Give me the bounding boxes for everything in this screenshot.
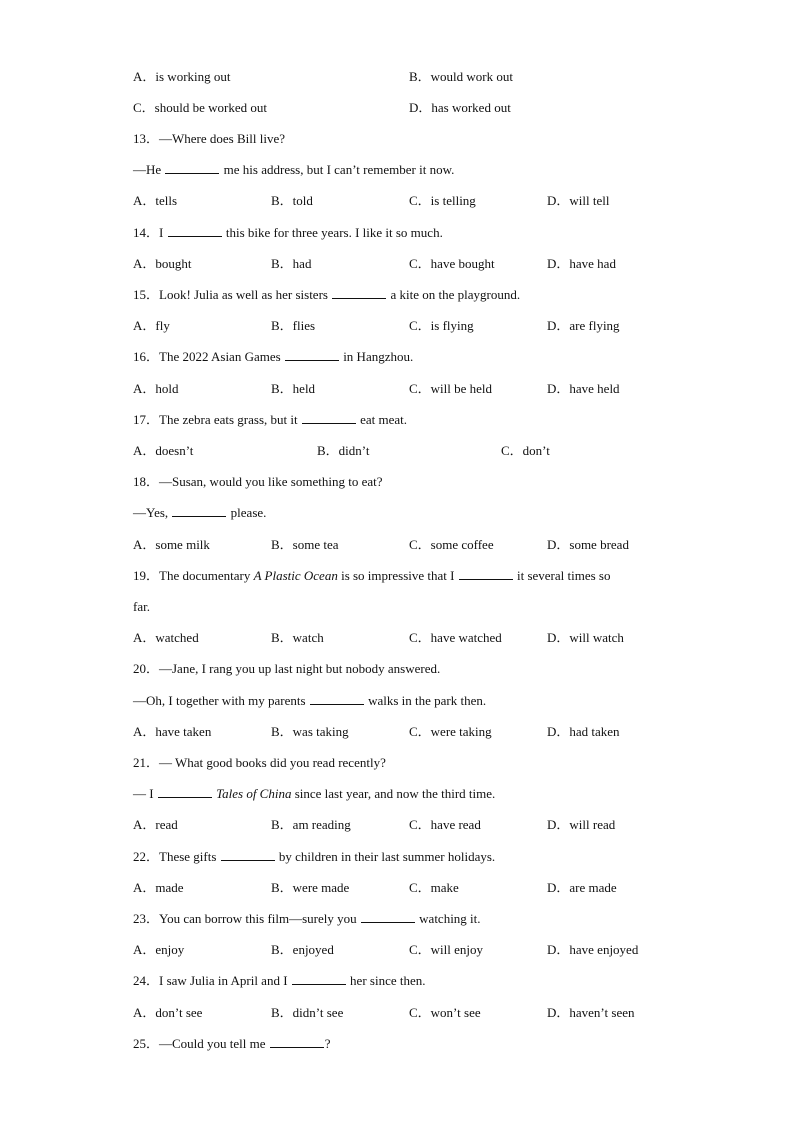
q19-option-a: A．watched (133, 630, 199, 645)
q19-option-c: C．have watched (409, 630, 502, 645)
q23-option-c: C．will enjoy (409, 942, 484, 957)
q21-option-d: D．will read (547, 817, 616, 832)
q17-option-c: C．don’t (501, 443, 550, 458)
q18-stem: 18．—Susan, would you like something to eat? (133, 474, 383, 489)
q21-reply: — I Tales of China since last year, and now the third time. (133, 786, 496, 801)
answer-blank (172, 505, 226, 517)
q14-option-a: A．bought (133, 256, 192, 271)
q12-option-a: A．is working out (133, 69, 231, 84)
q14-option-c: C．have bought (409, 256, 495, 271)
q23-option-d: D．have enjoyed (547, 942, 639, 957)
answer-blank (270, 1036, 324, 1048)
q23-option-b: B．enjoyed (271, 942, 334, 957)
q13-option-a: A．tells (133, 193, 178, 208)
q20-reply: —Oh, I together with my parents walks in the park then. (133, 693, 487, 708)
q13-option-b: B．told (271, 193, 313, 208)
q18-option-d: D．some bread (547, 537, 629, 552)
q17-stem: 17．The zebra eats grass, but it eat meat. (133, 412, 408, 427)
q15-option-d: D．are flying (547, 318, 620, 333)
q16-option-d: D．have held (547, 381, 620, 396)
answer-blank (165, 162, 219, 174)
answer-blank (158, 786, 212, 798)
q21-option-a: A．read (133, 817, 178, 832)
q19-option-d: D．will watch (547, 630, 624, 645)
q15-option-c: C．is flying (409, 318, 474, 333)
q22-option-d: D．are made (547, 880, 617, 895)
q15-option-b: B．flies (271, 318, 316, 333)
q20-option-a: A．have taken (133, 724, 212, 739)
q16-option-b: B．held (271, 381, 316, 396)
q16-option-c: C．will be held (409, 381, 493, 396)
q21-option-b: B．am reading (271, 817, 351, 832)
answer-blank (285, 349, 339, 361)
q14-option-b: B．had (271, 256, 312, 271)
q13-option-d: D．will tell (547, 193, 610, 208)
q12-option-c: C．should be worked out (133, 100, 267, 115)
q24-option-d: D．haven’t seen (547, 1005, 635, 1020)
q24-stem: 24．I saw Julia in April and I her since then. (133, 973, 426, 988)
q21-stem: 21．— What good books did you read recently? (133, 755, 386, 770)
answer-blank (332, 287, 386, 299)
q13-stem: 13．—Where does Bill live? (133, 131, 285, 146)
q14-stem: 14．I this bike for three years. I like it so much. (133, 225, 443, 240)
q19-option-b: B．watch (271, 630, 324, 645)
q15-option-a: A．fly (133, 318, 170, 333)
q18-reply: —Yes, please. (133, 505, 267, 520)
q20-option-d: D．had taken (547, 724, 620, 739)
q19-stem-continued: far. (133, 599, 150, 614)
q20-option-c: C．were taking (409, 724, 492, 739)
q12-option-b: B．would work out (409, 69, 514, 84)
q22-option-c: C．make (409, 880, 459, 895)
q21-option-c: C．have read (409, 817, 481, 832)
q24-option-b: B．didn’t see (271, 1005, 344, 1020)
answer-blank (310, 693, 364, 705)
q22-option-a: A．made (133, 880, 184, 895)
q19-stem: 19．The documentary A Plastic Ocean is so impressive that I it several times so (133, 568, 611, 583)
answer-blank (459, 568, 513, 580)
answer-blank (302, 412, 356, 424)
q24-option-c: C．won’t see (409, 1005, 481, 1020)
answer-blank (292, 973, 346, 985)
q24-option-a: A．don’t see (133, 1005, 203, 1020)
q22-option-b: B．were made (271, 880, 350, 895)
q25-stem: 25．—Could you tell me ? (133, 1036, 331, 1051)
q13-option-c: C．is telling (409, 193, 476, 208)
documentary-title: A Plastic Ocean (253, 568, 338, 583)
q20-stem: 20．—Jane, I rang you up last night but nobody answered. (133, 661, 441, 676)
answer-blank (168, 225, 222, 237)
q22-stem: 22．These gifts by children in their last summer holidays. (133, 849, 496, 864)
book-title: Tales of China (216, 786, 292, 801)
q23-stem: 23．You can borrow this film—surely you watching it. (133, 911, 481, 926)
q14-option-d: D．have had (547, 256, 616, 271)
q18-option-a: A．some milk (133, 537, 210, 552)
q18-option-b: B．some tea (271, 537, 339, 552)
q18-option-c: C．some coffee (409, 537, 494, 552)
answer-blank (221, 849, 275, 861)
q12-option-d: D．has worked out (409, 100, 511, 115)
answer-blank (361, 911, 415, 923)
q17-option-b: B．didn’t (317, 443, 370, 458)
q16-stem: 16．The 2022 Asian Games in Hangzhou. (133, 349, 414, 364)
q16-option-a: A．hold (133, 381, 179, 396)
q17-option-a: A．doesn’t (133, 443, 194, 458)
q15-stem: 15．Look! Julia as well as her sisters a kite on the playground. (133, 287, 521, 302)
q20-option-b: B．was taking (271, 724, 349, 739)
q13-reply: —He me his address, but I can’t remember it now. (133, 162, 455, 177)
q23-option-a: A．enjoy (133, 942, 185, 957)
